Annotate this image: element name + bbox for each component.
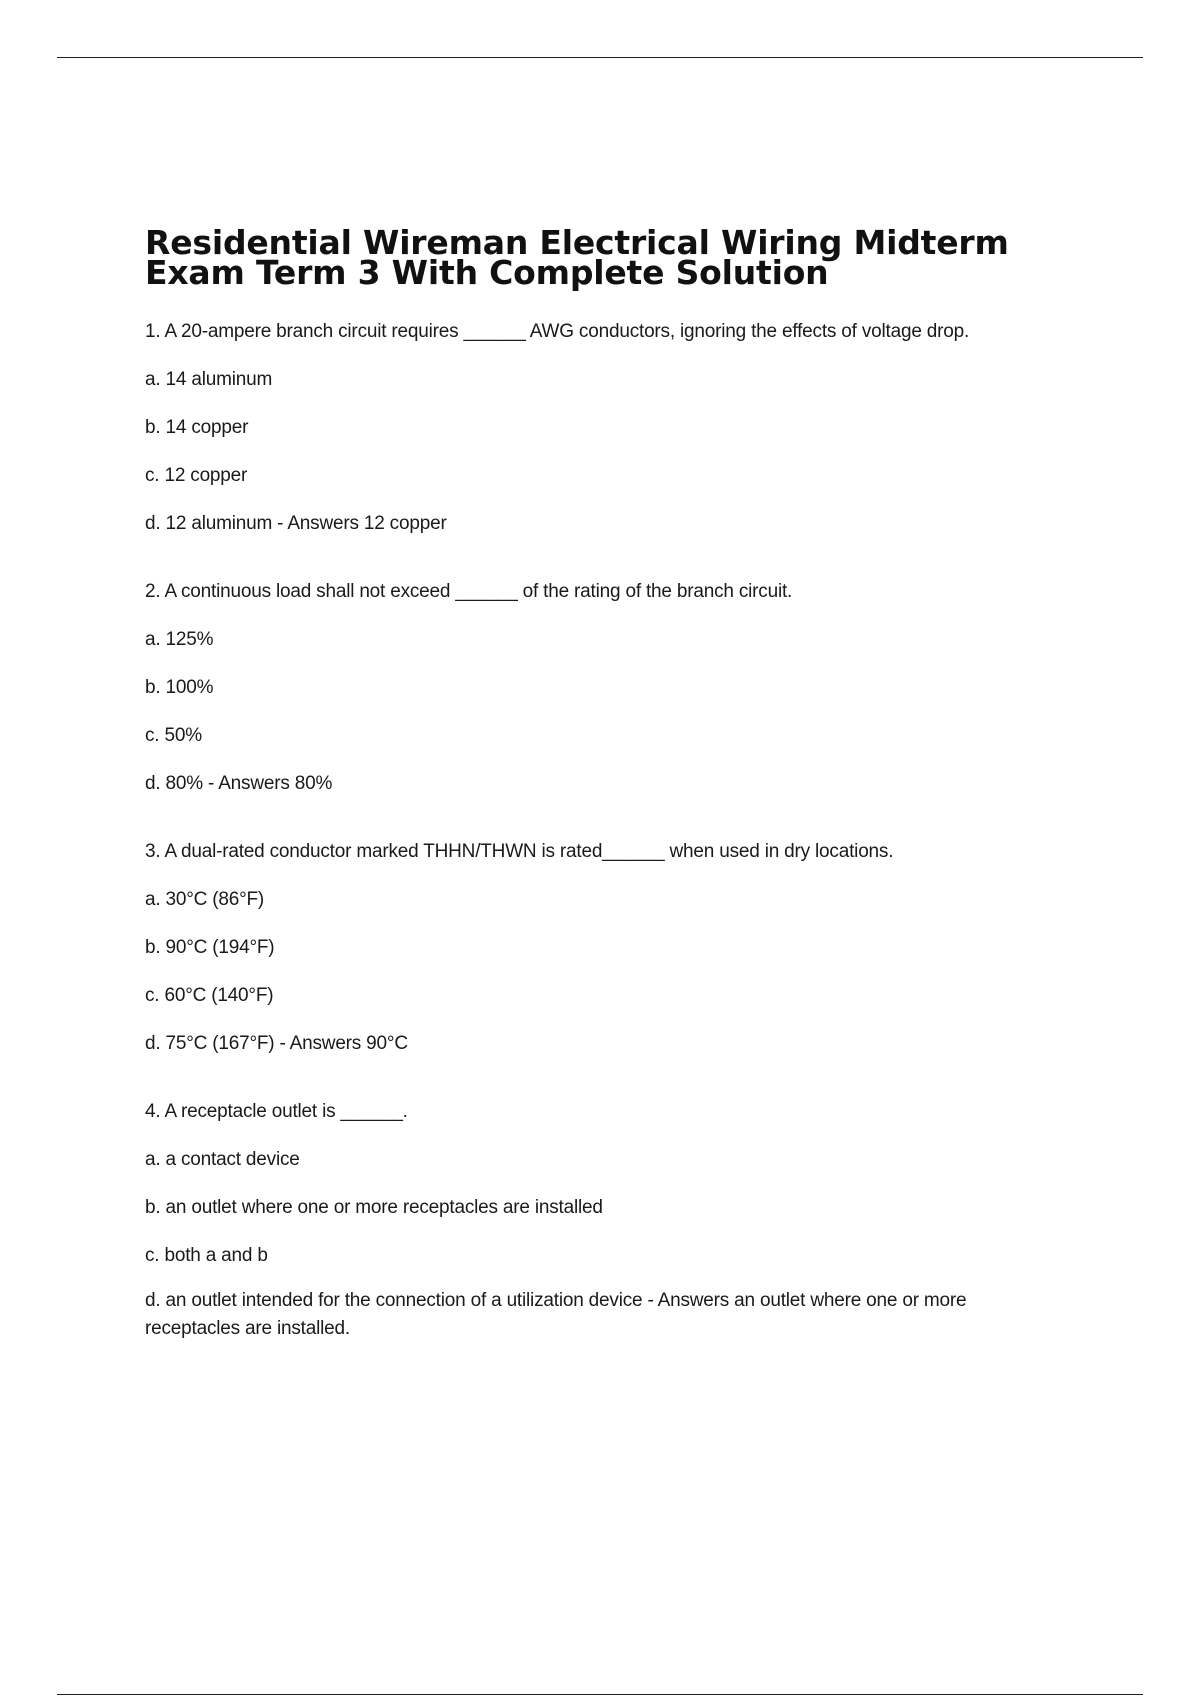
question-stem: 3. A dual-rated conductor marked THHN/THWN is rated______ when used in dry locations.: [145, 841, 894, 862]
document-title: Residential Wireman Electrical Wiring Midterm Exam Term 3 With Complete Solution: [145, 223, 1009, 292]
answer-option-with-solution: d. an outlet intended for the connection of a utilization device - Answers an outlet where one or more receptacles are installed.: [145, 1290, 967, 1339]
answer-option: c. 12 copper: [145, 465, 248, 486]
answer-option: b. an outlet where one or more receptacles are installed: [145, 1197, 603, 1218]
answer-option: a. a contact device: [145, 1149, 300, 1170]
question-2: [145, 578, 1065, 798]
answer-option: b. 100%: [145, 677, 214, 698]
answer-option-with-solution: d. 80% - Answers 80%: [145, 773, 333, 794]
answer-option-with-solution: d. 12 aluminum - Answers 12 copper: [145, 513, 447, 534]
footer-rule: [57, 1694, 1143, 1695]
answer-option: a. 14 aluminum: [145, 369, 273, 390]
answer-option: b. 14 copper: [145, 417, 249, 438]
answer-option: a. 125%: [145, 629, 214, 650]
question-stem: 1. A 20-ampere branch circuit requires ______ AWG conductors, ignoring the effects of voltage drop.: [145, 321, 970, 342]
document-body: [145, 223, 1065, 1383]
answer-option: c. 60°C (140°F): [145, 985, 274, 1006]
answer-option: b. 90°C (194°F): [145, 937, 275, 958]
question-stem: 4. A receptacle outlet is ______.: [145, 1101, 408, 1122]
question-3: [145, 838, 1065, 1058]
question-4: [145, 1098, 1065, 1343]
answer-option: c. 50%: [145, 725, 202, 746]
answer-option: c. both a and b: [145, 1245, 268, 1266]
answer-option-with-solution: d. 75°C (167°F) - Answers 90°C: [145, 1033, 408, 1054]
header-rule: [57, 57, 1143, 58]
question-stem: 2. A continuous load shall not exceed ______ of the rating of the branch circuit.: [145, 581, 793, 602]
answer-option: a. 30°C (86°F): [145, 889, 265, 910]
question-1: [145, 318, 1065, 538]
